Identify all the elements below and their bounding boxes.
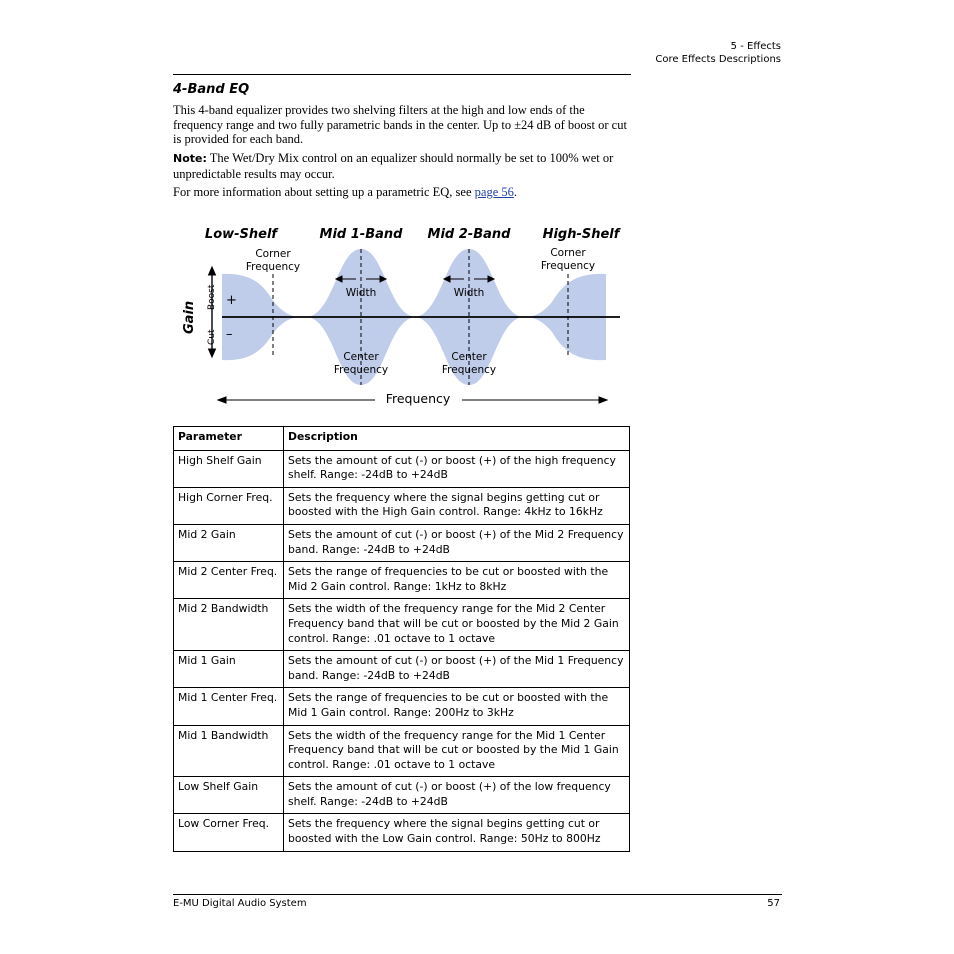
description-cell: Sets the amount of cut (-) or boost (+) of the Mid 2 Frequency band. Range: -24dB to +24dB [284, 524, 630, 561]
table-row [174, 487, 630, 524]
description-cell: Sets the range of frequencies to be cut or boosted with the Mid 1 Gain control. Range: 200Hz to 3kHz [284, 688, 630, 725]
parameter-cell: Low Shelf Gain [174, 777, 284, 814]
header-rule [173, 74, 631, 75]
description-cell: Sets the width of the frequency range for the Mid 2 Center Frequency band that will be cut or boosted by the Mid 2 Gain control. Range: .01 octave to 1 octave [284, 599, 630, 651]
boost-label: Boost [207, 284, 217, 310]
parameter-table [173, 426, 630, 852]
table-row [174, 599, 630, 651]
running-header [655, 40, 781, 66]
low-corner-label-line1: Corner [255, 248, 291, 260]
table-row [174, 814, 630, 851]
page-link[interactable]: page 56 [474, 185, 514, 199]
description-cell: Sets the width of the frequency range for the Mid 1 Center Frequency band that will be cut or boosted by the Mid 1 Gain control. Range: .01 octave to 1 octave [284, 725, 630, 777]
band-title-high-shelf: High-Shelf [542, 227, 620, 242]
cut-label: Cut [207, 329, 217, 345]
header-section: Core Effects Descriptions [655, 54, 781, 65]
parameter-cell: Mid 2 Center Freq. [174, 562, 284, 599]
parameter-cell: Mid 1 Bandwidth [174, 725, 284, 777]
more-info-text: For more information about setting up a parametric EQ, see [173, 185, 475, 199]
mid1-center-label-line2: Frequency [333, 364, 389, 376]
band-title-low-shelf: Low-Shelf [204, 227, 278, 242]
frequency-axis-label: Frequency [385, 391, 451, 406]
low-corner-label-line2: Frequency [245, 261, 301, 273]
plus-sign: + [226, 293, 237, 308]
mid2-center-label-line2: Frequency [441, 364, 497, 376]
parameter-cell: High Shelf Gain [174, 450, 284, 487]
column-header-description: Description [284, 427, 630, 451]
description-cell: Sets the frequency where the signal begins getting cut or boosted with the Low Gain control. Range: 50Hz to 800Hz [284, 814, 630, 851]
description-cell: Sets the amount of cut (-) or boost (+) of the Mid 1 Frequency band. Range: -24dB to +24dB [284, 651, 630, 688]
parameter-cell: Low Corner Freq. [174, 814, 284, 851]
parameter-cell: High Corner Freq. [174, 487, 284, 524]
band-title-mid2: Mid 2-Band [427, 227, 511, 242]
note-text: The Wet/Dry Mix control on an equalizer should normally be set to 100% wet or unpredictable results may occur. [173, 151, 614, 181]
table-header-row [174, 427, 630, 451]
more-info-end: . [513, 185, 518, 199]
column-header-parameter: Parameter [174, 427, 284, 451]
table-row [174, 651, 630, 688]
parameter-cell: Mid 1 Center Freq. [174, 688, 284, 725]
more-info-paragraph [173, 185, 633, 200]
page-number: 57 [767, 898, 780, 909]
table-row [174, 450, 630, 487]
description-cell: Sets the amount of cut (-) or boost (+) of the high frequency shelf. Range: -24dB to +24dB [284, 450, 630, 487]
intro-paragraph: This 4-band equalizer provides two shelving filters at the high and low ends of the frequency range and two fully parametric bands in the center. Up to ±24 dB of boost or cut is provided for each band. [173, 103, 627, 146]
table-body [174, 450, 630, 851]
high-corner-label-line2: Frequency [540, 260, 596, 272]
gain-axis-label: Gain [182, 300, 197, 334]
minus-sign: – [226, 327, 233, 342]
mid1-width-label: Width [345, 287, 377, 299]
description-cell: Sets the amount of cut (-) or boost (+) of the low frequency shelf. Range: -24dB to +24dB [284, 777, 630, 814]
eq-diagram [170, 222, 630, 412]
band-title-mid1: Mid 1-Band [319, 227, 403, 242]
table-row [174, 562, 630, 599]
high-corner-label-line1: Corner [550, 247, 586, 259]
parameter-cell: Mid 1 Gain [174, 651, 284, 688]
table-row [174, 688, 630, 725]
description-cell: Sets the range of frequencies to be cut or boosted with the Mid 2 Gain control. Range: 1kHz to 8kHz [284, 562, 630, 599]
header-chapter: 5 - Effects [730, 41, 781, 52]
note-paragraph [173, 151, 633, 181]
table-row [174, 725, 630, 777]
mid2-center-label-line1: Center [451, 351, 487, 363]
description-cell: Sets the frequency where the signal begins getting cut or boosted with the High Gain control. Range: 4kHz to 16kHz [284, 487, 630, 524]
parameter-cell: Mid 2 Gain [174, 524, 284, 561]
note-label: Note: [173, 152, 207, 165]
parameter-cell: Mid 2 Bandwidth [174, 599, 284, 651]
mid2-width-label: Width [453, 287, 485, 299]
footer-rule [173, 894, 782, 895]
table-row [174, 777, 630, 814]
section-title: 4-Band EQ [173, 82, 250, 97]
mid1-center-label-line1: Center [343, 351, 379, 363]
table-row [174, 524, 630, 561]
footer-title: E-MU Digital Audio System [173, 898, 307, 909]
